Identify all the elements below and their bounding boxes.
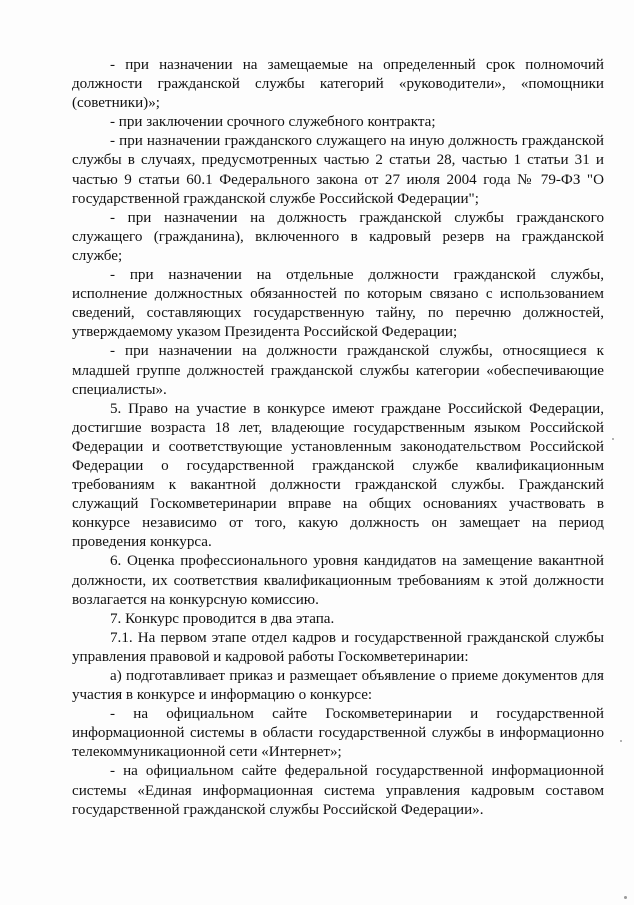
- scan-speck: [612, 438, 614, 440]
- scan-speck: [620, 740, 622, 742]
- paragraph-9: 7. Конкурс проводится в два этапа.: [110, 610, 335, 627]
- paragraph-8: 6. Оценка профессионального уровня кандидатов на замещение вакантной должности, их соответствия квалификационным требованиям к этой должности возлагается на конкурсную комиссию.: [72, 553, 604, 608]
- paragraph-5: - при назначении на отдельные должности гражданской службы, исполнение должностных обязанностей по которым связано с использованием сведений, составляющих государственную тайну, по перечню должностей, утверждаемому указом Президента Российской Федерации;: [72, 267, 604, 341]
- paragraph-4: - при назначении на должность гражданской службы гражданского служащего (гражданина), включенного в кадровый резерв на гражданской службе;: [72, 209, 604, 264]
- paragraph-6: - при назначении на должности гражданской службы, относящиеся к младшей группе должностей гражданской службы категории «обеспечивающие специалисты».: [72, 343, 604, 398]
- paragraph-12: - на официальном сайте Госкомветеринарии и государственной информационной системы в области государственной службы в информационно телекоммуникационной сети «Интернет»;: [72, 706, 604, 761]
- paragraph-1: - при назначении на замещаемые на определенный срок полномочий должности гражданской службы категорий «руководители», «помощники (советники)»;: [72, 57, 604, 112]
- scan-speck: [624, 896, 627, 899]
- document-body: [72, 56, 604, 820]
- paragraph-3: - при назначении гражданского служащего на иную должность гражданской службы в случаях, предусмотренных частью 2 статьи 28, частью 1 статьи 31 и частью 9 статьи 60.1 Федерального закона от 27 июля 2004 года № 79-ФЗ "О государственной гражданской службе Российской Федерации";: [72, 133, 604, 207]
- paragraph-2: - при заключении срочного служебного контракта;: [110, 114, 436, 131]
- paragraph-10: 7.1. На первом этапе отдел кадров и государственной гражданской службы управления правовой и кадровой работы Госкомветеринарии:: [72, 629, 604, 665]
- paragraph-13: - на официальном сайте федеральной государственной информационной системы «Единая информационная система управления кадровым составом государственной гражданской службы Российской Федерации».: [72, 763, 604, 818]
- paragraph-7: 5. Право на участие в конкурсе имеют граждане Российской Федерации, достигшие возраста 18 лет, владеющие государственным языком Российской Федерации и соответствующие установленным законодательством Российской Федерации о государственной гражданской службе квалификационным требованиям к вакантной должности гражданской службы. Гражданский служащий Госкомветеринарии вправе на общих основаниях участвовать в конкурсе независимо от того, какую должность он замещает на период проведения конкурса.: [72, 400, 604, 551]
- paragraph-11: а) подготавливает приказ и размещает объявление о приеме документов для участия в конкурсе и информацию о конкурсе:: [72, 668, 604, 704]
